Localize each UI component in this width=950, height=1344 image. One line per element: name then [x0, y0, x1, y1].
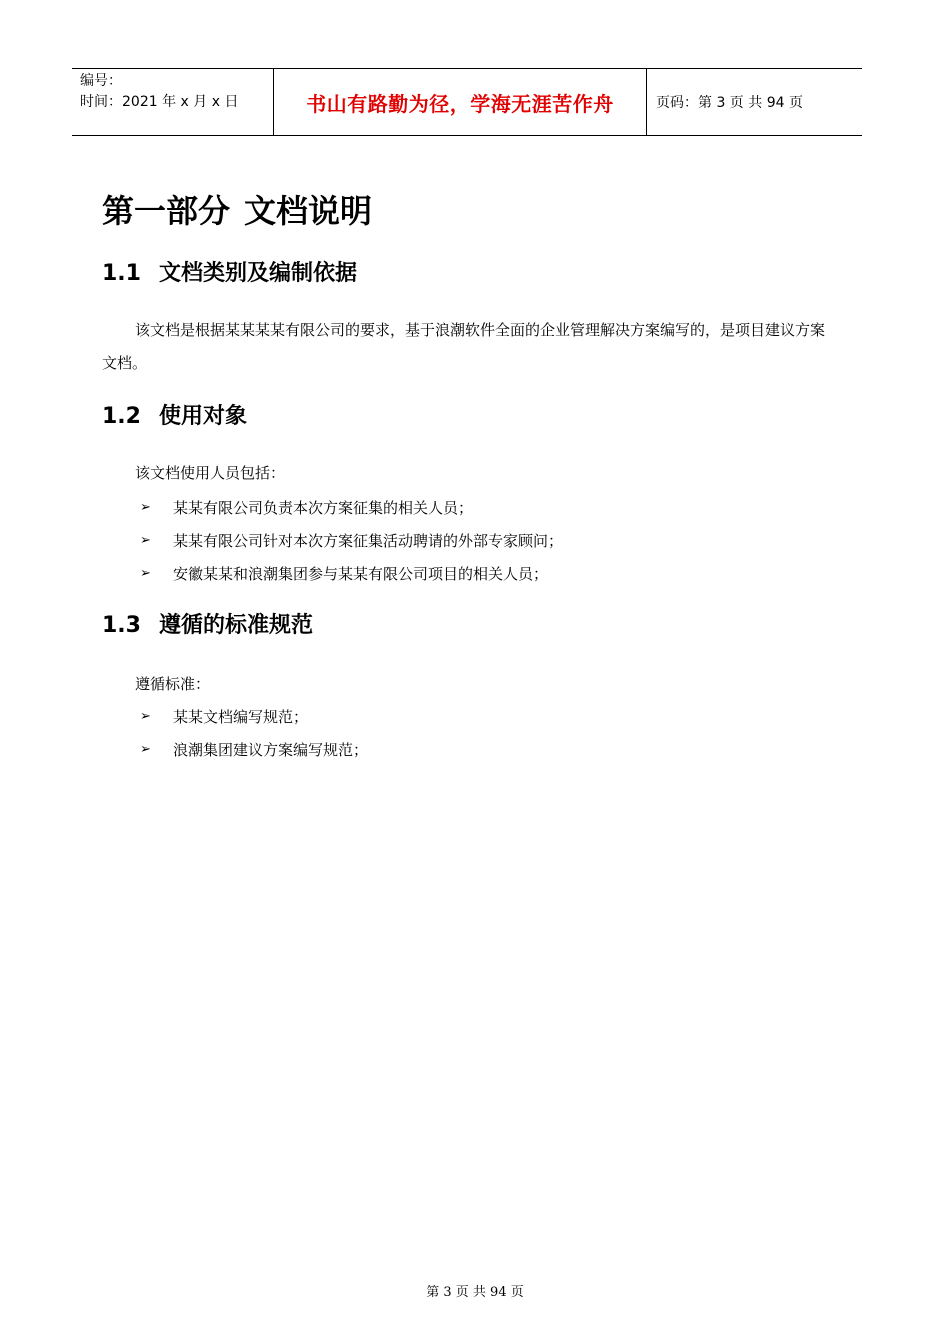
list-item: [140, 739, 368, 760]
header-motto: 书山有路勤为径，学海无涯苦作舟: [306, 91, 614, 116]
section-number: 1.2: [102, 404, 141, 429]
document-date: 时间：2021 年 x 月 x 日: [80, 94, 239, 110]
header-page-number: [647, 69, 862, 135]
section-paragraph: 该文档是根据某某某某有限公司的要求，基于浪潮软件全面的企业管理解决方案编写的，是项目建议方案文档。: [102, 321, 826, 372]
list-item: [140, 706, 308, 727]
part-name: 文档说明: [244, 192, 373, 230]
section-heading-1-2: [102, 399, 247, 430]
list-item: [140, 530, 563, 551]
section-lead: 遵循标准：: [135, 675, 211, 693]
section-number: 1.3: [102, 613, 141, 638]
arrow-bullet-icon: ➢: [140, 742, 151, 757]
page-footer: 第 3 页 共 94 页: [426, 1285, 524, 1300]
page-number-label: 页码：第 3 页 共 94 页: [656, 95, 803, 111]
arrow-bullet-icon: ➢: [140, 709, 151, 724]
page-header: [72, 68, 862, 136]
section-number: 1.1: [102, 261, 141, 286]
part-title: [102, 186, 372, 232]
arrow-bullet-icon: ➢: [140, 533, 151, 548]
section-title: 遵循的标准规范: [159, 613, 314, 638]
header-motto-cell: [273, 69, 647, 135]
part-label: 第一部分: [102, 192, 231, 230]
header-info: [72, 69, 273, 135]
arrow-bullet-icon: ➢: [140, 500, 151, 515]
section-title: 文档类别及编制依据: [159, 261, 358, 286]
list-item-text: 安徽某某和浪潮集团参与某某有限公司项目的相关人员；: [173, 565, 549, 583]
list-item-text: 某某有限公司负责本次方案征集的相关人员；: [173, 499, 474, 517]
section-lead: 该文档使用人员包括：: [135, 464, 286, 482]
document-number: 编号：: [80, 73, 122, 89]
section-heading-1-1: [102, 256, 357, 287]
section-heading-1-3: [102, 608, 313, 639]
list-item-text: 某某文档编写规范；: [173, 708, 309, 726]
list-item: [140, 497, 473, 518]
list-item: [140, 563, 548, 584]
list-item-text: 浪潮集团建议方案编写规范；: [173, 741, 369, 759]
section-title: 使用对象: [159, 404, 248, 429]
arrow-bullet-icon: ➢: [140, 566, 151, 581]
list-item-text: 某某有限公司针对本次方案征集活动聘请的外部专家顾问；: [173, 532, 564, 550]
